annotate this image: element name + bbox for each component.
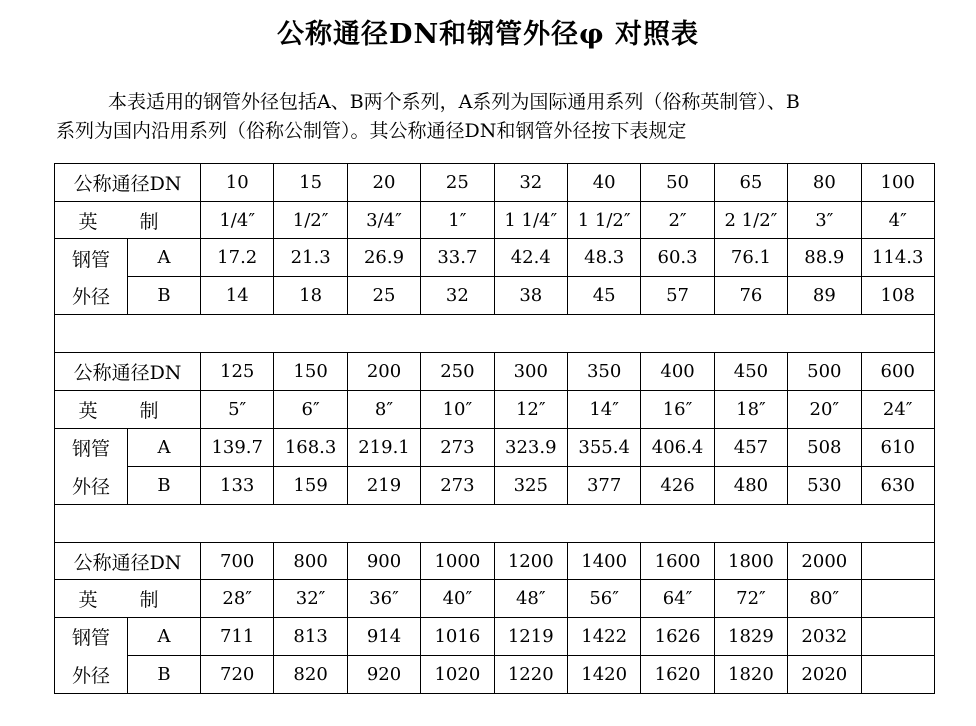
imperial-value: 3/4″ (347, 201, 420, 239)
series-b-value: 1820 (714, 656, 787, 694)
series-a-value: 1829 (714, 618, 787, 656)
pipe-od-label (55, 428, 128, 504)
series-b-value: 38 (494, 277, 567, 315)
dn-row (55, 542, 935, 580)
series-a-value: 26.9 (347, 239, 420, 277)
series-b-value: 273 (421, 466, 494, 504)
imperial-row (55, 391, 935, 429)
series-a-value: 813 (274, 618, 347, 656)
imperial-value: 2″ (641, 201, 714, 239)
separator-cell (55, 504, 935, 542)
pipe-label-bottom: 外径 (71, 286, 110, 309)
pipe-label-bottom: 外径 (71, 664, 110, 687)
imperial-value: 1″ (421, 201, 494, 239)
dn-value: 150 (274, 353, 347, 391)
dn-value: 1200 (494, 542, 567, 580)
dn-value: 15 (274, 164, 347, 202)
series-b-value: 18 (274, 277, 347, 315)
dn-value: 50 (641, 164, 714, 202)
imperial-value: 1 1/2″ (567, 201, 640, 239)
series-a-value: 711 (201, 618, 274, 656)
series-b-value: 1420 (567, 656, 640, 694)
series-b-value: 159 (274, 466, 347, 504)
dn-value: 300 (494, 353, 567, 391)
dn-row (55, 164, 935, 202)
dn-value: 65 (714, 164, 787, 202)
imperial-row (55, 201, 935, 239)
pipe-label-bottom: 外径 (71, 475, 110, 498)
series-b-value: 76 (714, 277, 787, 315)
series-a-label: A (128, 618, 201, 656)
series-b-value: 45 (567, 277, 640, 315)
imperial-value: 6″ (274, 391, 347, 429)
series-a-value: 219.1 (347, 428, 420, 466)
dn-value: 100 (861, 164, 934, 202)
series-a-value: 42.4 (494, 239, 567, 277)
pipe-label-top: 钢管 (71, 438, 110, 460)
dn-value: 800 (274, 542, 347, 580)
dn-value: 250 (421, 353, 494, 391)
imperial-row (55, 580, 935, 618)
series-b-value: 1220 (494, 656, 567, 694)
dn-value: 450 (714, 353, 787, 391)
dn-value: 1600 (641, 542, 714, 580)
imperial-label: 英 制 (55, 201, 201, 239)
imperial-value: 72″ (714, 580, 787, 618)
series-b-value: 720 (201, 656, 274, 694)
dn-value: 40 (567, 164, 640, 202)
page-title: 公称通径DN和钢管外径φ 对照表 (277, 19, 699, 50)
series-a-value: 21.3 (274, 239, 347, 277)
series-b-value: 480 (714, 466, 787, 504)
series-a-value: 60.3 (641, 239, 714, 277)
series-b-value: 630 (861, 466, 934, 504)
dn-row (55, 353, 935, 391)
imperial-value: 4″ (861, 201, 934, 239)
table-body (55, 164, 935, 694)
dn-value: 900 (347, 542, 420, 580)
imperial-value: 36″ (347, 580, 420, 618)
series-b-value: 530 (788, 466, 861, 504)
series-b-row (55, 466, 935, 504)
series-b-value: 325 (494, 466, 567, 504)
imperial-value: 10″ (421, 391, 494, 429)
imperial-value: 18″ (714, 391, 787, 429)
dn-value: 2000 (788, 542, 861, 580)
imperial-value: 32″ (274, 580, 347, 618)
imperial-value: 1 1/4″ (494, 201, 567, 239)
series-a-value: 610 (861, 428, 934, 466)
series-b-label: B (128, 466, 201, 504)
imperial-value: 5″ (201, 391, 274, 429)
series-b-value (861, 656, 934, 694)
series-a-label: A (128, 239, 201, 277)
series-b-label: B (128, 656, 201, 694)
series-a-value: 457 (714, 428, 787, 466)
imperial-value: 1/4″ (201, 201, 274, 239)
series-a-row (55, 618, 935, 656)
dn-value: 80 (788, 164, 861, 202)
dn-value: 600 (861, 353, 934, 391)
series-a-row (55, 428, 935, 466)
dn-value: 32 (494, 164, 567, 202)
imperial-value: 2 1/2″ (714, 201, 787, 239)
dn-value: 1800 (714, 542, 787, 580)
dn-label: 公称通径DN (55, 353, 201, 391)
imperial-value: 56″ (567, 580, 640, 618)
series-b-row (55, 277, 935, 315)
intro-paragraph (56, 88, 936, 146)
imperial-value: 24″ (861, 391, 934, 429)
pipe-od-label-stack (55, 429, 127, 504)
pipe-od-label-stack (55, 618, 127, 693)
imperial-value (861, 580, 934, 618)
dn-value: 200 (347, 353, 420, 391)
imperial-value: 3″ (788, 201, 861, 239)
series-a-label: A (128, 428, 201, 466)
series-a-value: 139.7 (201, 428, 274, 466)
dn-od-table (54, 163, 935, 694)
series-b-row (55, 656, 935, 694)
pipe-od-label (55, 239, 128, 315)
series-a-value: 1016 (421, 618, 494, 656)
dn-value: 1400 (567, 542, 640, 580)
series-b-value: 14 (201, 277, 274, 315)
imperial-value: 64″ (641, 580, 714, 618)
series-a-value (861, 618, 934, 656)
series-a-row (55, 239, 935, 277)
dn-value: 700 (201, 542, 274, 580)
pipe-od-label-stack (55, 239, 127, 314)
series-a-value: 273 (421, 428, 494, 466)
dn-label: 公称通径DN (55, 164, 201, 202)
imperial-value: 12″ (494, 391, 567, 429)
series-a-value: 1219 (494, 618, 567, 656)
pipe-label-top: 钢管 (71, 627, 110, 650)
imperial-value: 20″ (788, 391, 861, 429)
series-a-value: 323.9 (494, 428, 567, 466)
series-a-value: 1422 (567, 618, 640, 656)
imperial-value: 1/2″ (274, 201, 347, 239)
series-b-value: 25 (347, 277, 420, 315)
dn-value: 20 (347, 164, 420, 202)
dn-value: 500 (788, 353, 861, 391)
series-a-value: 88.9 (788, 239, 861, 277)
series-a-value: 76.1 (714, 239, 787, 277)
series-b-value: 219 (347, 466, 420, 504)
pipe-od-label (55, 618, 128, 694)
dn-value: 10 (201, 164, 274, 202)
dn-label: 公称通径DN (55, 542, 201, 580)
series-b-value: 133 (201, 466, 274, 504)
series-a-value: 406.4 (641, 428, 714, 466)
series-b-value: 1020 (421, 656, 494, 694)
series-b-value: 2020 (788, 656, 861, 694)
imperial-value: 28″ (201, 580, 274, 618)
series-b-value: 89 (788, 277, 861, 315)
dn-value: 400 (641, 353, 714, 391)
series-b-value: 32 (421, 277, 494, 315)
block-separator-row (55, 315, 935, 353)
series-a-value: 2032 (788, 618, 861, 656)
series-a-value: 1626 (641, 618, 714, 656)
dn-value: 125 (201, 353, 274, 391)
dn-value: 25 (421, 164, 494, 202)
series-a-value: 17.2 (201, 239, 274, 277)
series-b-value: 108 (861, 277, 934, 315)
imperial-label: 英 制 (55, 391, 201, 429)
imperial-value: 14″ (567, 391, 640, 429)
series-a-value: 48.3 (567, 239, 640, 277)
block-separator-row (55, 504, 935, 542)
intro-line-1: 本表适用的钢管外径包括A、B两个系列，A系列为国际通用系列（俗称英制管）、B (108, 91, 800, 113)
dn-value: 1000 (421, 542, 494, 580)
imperial-value: 8″ (347, 391, 420, 429)
series-b-label: B (128, 277, 201, 315)
series-a-value: 914 (347, 618, 420, 656)
series-a-value: 355.4 (567, 428, 640, 466)
series-b-value: 820 (274, 656, 347, 694)
series-a-value: 114.3 (861, 239, 934, 277)
imperial-label: 英 制 (55, 580, 201, 618)
series-b-value: 377 (567, 466, 640, 504)
separator-cell (55, 315, 935, 353)
series-a-value: 33.7 (421, 239, 494, 277)
series-a-value: 168.3 (274, 428, 347, 466)
series-b-value: 920 (347, 656, 420, 694)
dn-value (861, 542, 934, 580)
dn-value: 350 (567, 353, 640, 391)
intro-line-2: 系列为国内沿用系列（俗称公制管）。其公称通径DN和钢管外径按下表规定 (56, 120, 687, 142)
series-b-value: 57 (641, 277, 714, 315)
series-b-value: 1620 (641, 656, 714, 694)
imperial-value: 40″ (421, 580, 494, 618)
series-a-value: 508 (788, 428, 861, 466)
imperial-value: 16″ (641, 391, 714, 429)
pipe-label-top: 钢管 (71, 248, 110, 271)
imperial-value: 80″ (788, 580, 861, 618)
imperial-value: 48″ (494, 580, 567, 618)
series-b-value: 426 (641, 466, 714, 504)
